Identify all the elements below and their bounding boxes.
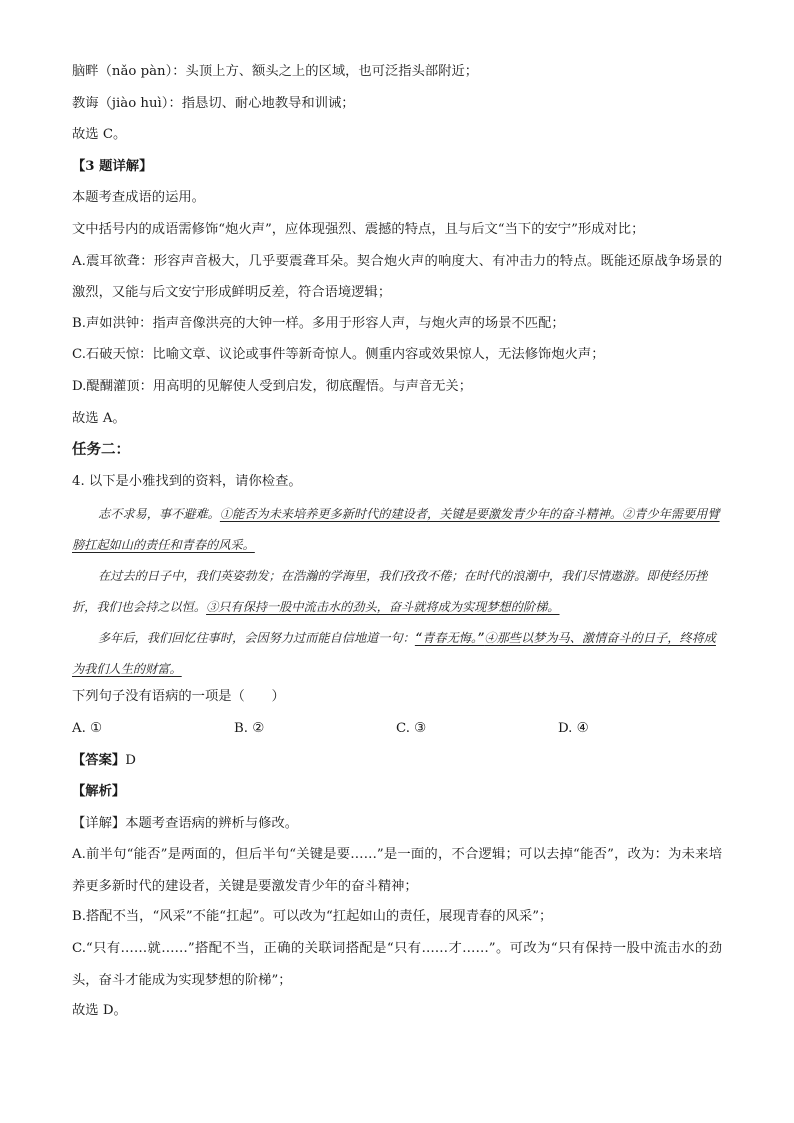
passage-paragraph-1 <box>72 499 722 561</box>
answer-line <box>72 751 722 771</box>
text-line: 脑畔（nǎo pàn）：头顶上方、额头之上的区域，也可泛指头部附近； <box>72 64 479 79</box>
passage-text: 志不求易，事不避难。 <box>98 507 220 522</box>
underlined-sentence: ④那些以梦为马、激情奋斗的日子，终将成为我们人生的财富。 <box>72 631 716 677</box>
text-line: 故选 A。 <box>72 410 126 426</box>
option-b: B. ② <box>234 720 265 736</box>
document-page <box>72 62 722 1033</box>
text-line: D.醍醐灌顶：用高明的见解使人受到启发，彻底醒悟。与声音无关； <box>72 378 473 394</box>
analysis-label: 【解析】 <box>72 784 126 800</box>
question-4: 4. 以下是小雅找到的资料，请你检查。 <box>72 473 302 489</box>
underlined-quote: “青春无悔。” <box>414 631 485 646</box>
underlined-sentence: ③只有保持一股中流击水的劲头，奋斗就将成为实现梦想的阶梯。 <box>206 600 560 615</box>
text-line: 教诲（jiào huì）：指恳切、耐心地教导和训诫； <box>72 95 355 111</box>
detail-line <box>72 814 722 834</box>
detail-label: 【详解】 <box>72 815 126 831</box>
option-a-analysis: A.震耳欲聋：形容声音极大，几乎要震聋耳朵。契合炮火声的响度大、有冲击力的特点。既能还原战争场景的激烈，又能与后文安宁形成鲜明反差，符合语境逻辑； <box>72 253 722 301</box>
passage-text: 多年后，我们回忆往事时，会因努力过而能自信地道一句： <box>98 631 415 646</box>
underlined-sentence: ①能否为未来培养更多新时代的建设者，关键是要激发青少年的奋斗精神。②青少年需要用臂膀扛起如山的责任和青春的风采。 <box>72 507 720 553</box>
question-stem: 下列句子没有语病的一项是（ ） <box>72 689 285 705</box>
text-line: C.石破天惊：比喻文章、议论或事件等新奇惊人。侧重内容或效果惊人，无法修饰炮火声； <box>72 347 605 363</box>
text-line: B.声如洪钟：指声音像洪亮的大钟一样。多用于形容人声，与炮火声的场景不匹配； <box>72 315 565 331</box>
option-c: C. ③ <box>396 720 427 736</box>
option-b-explanation: B.搭配不当，“风采”不能“扛起”。可以改为“扛起如山的责任，展现青春的风采”； <box>72 909 553 925</box>
option-c-explanation: C.“只有……就……”搭配不当，正确的关联词搭配是“只有……才……”。可改为“只有保持一股中流击水的劲头，奋斗才能成为实现梦想的阶梯”； <box>72 941 722 988</box>
conclusion: 故选 D。 <box>72 1003 127 1019</box>
passage-text: 在过去的日子中，我们英姿勃发；在浩瀚的学海里，我们孜孜不倦；在时代的浪潮中，我们尽情遨游。即使经历挫折，我们也会持之以恒。 <box>72 569 708 615</box>
passage-paragraph-2 <box>72 561 722 623</box>
option-d: D. ④ <box>558 720 589 736</box>
text-line: 本题考查成语的运用。 <box>72 190 205 206</box>
option-a-explanation: A.前半句“能否”是两面的，但后半句“关键是要……”是一面的，不合逻辑；可以去掉“能否”，改为：为未来培养更多新时代的建设者，关键是要激发青少年的奋斗精神； <box>72 847 722 894</box>
text-line: 故选 C。 <box>72 127 127 143</box>
passage-paragraph-3 <box>72 623 722 685</box>
text-line: 文中括号内的成语需修饰“炮火声”，应体现强烈、震撼的特点，且与后文“当下的安宁”形成对比； <box>72 221 645 237</box>
task-heading: 任务二： <box>72 441 130 459</box>
detail-text: 本题考查语病的辨析与修改。 <box>125 815 299 831</box>
answer-options <box>72 719 722 739</box>
option-a: A. ① <box>72 720 102 736</box>
section-label: 【3 题详解】 <box>72 158 153 174</box>
quoted-passage <box>72 499 722 685</box>
answer-label: 【答案】 <box>72 752 126 768</box>
answer-value: D <box>125 752 136 768</box>
